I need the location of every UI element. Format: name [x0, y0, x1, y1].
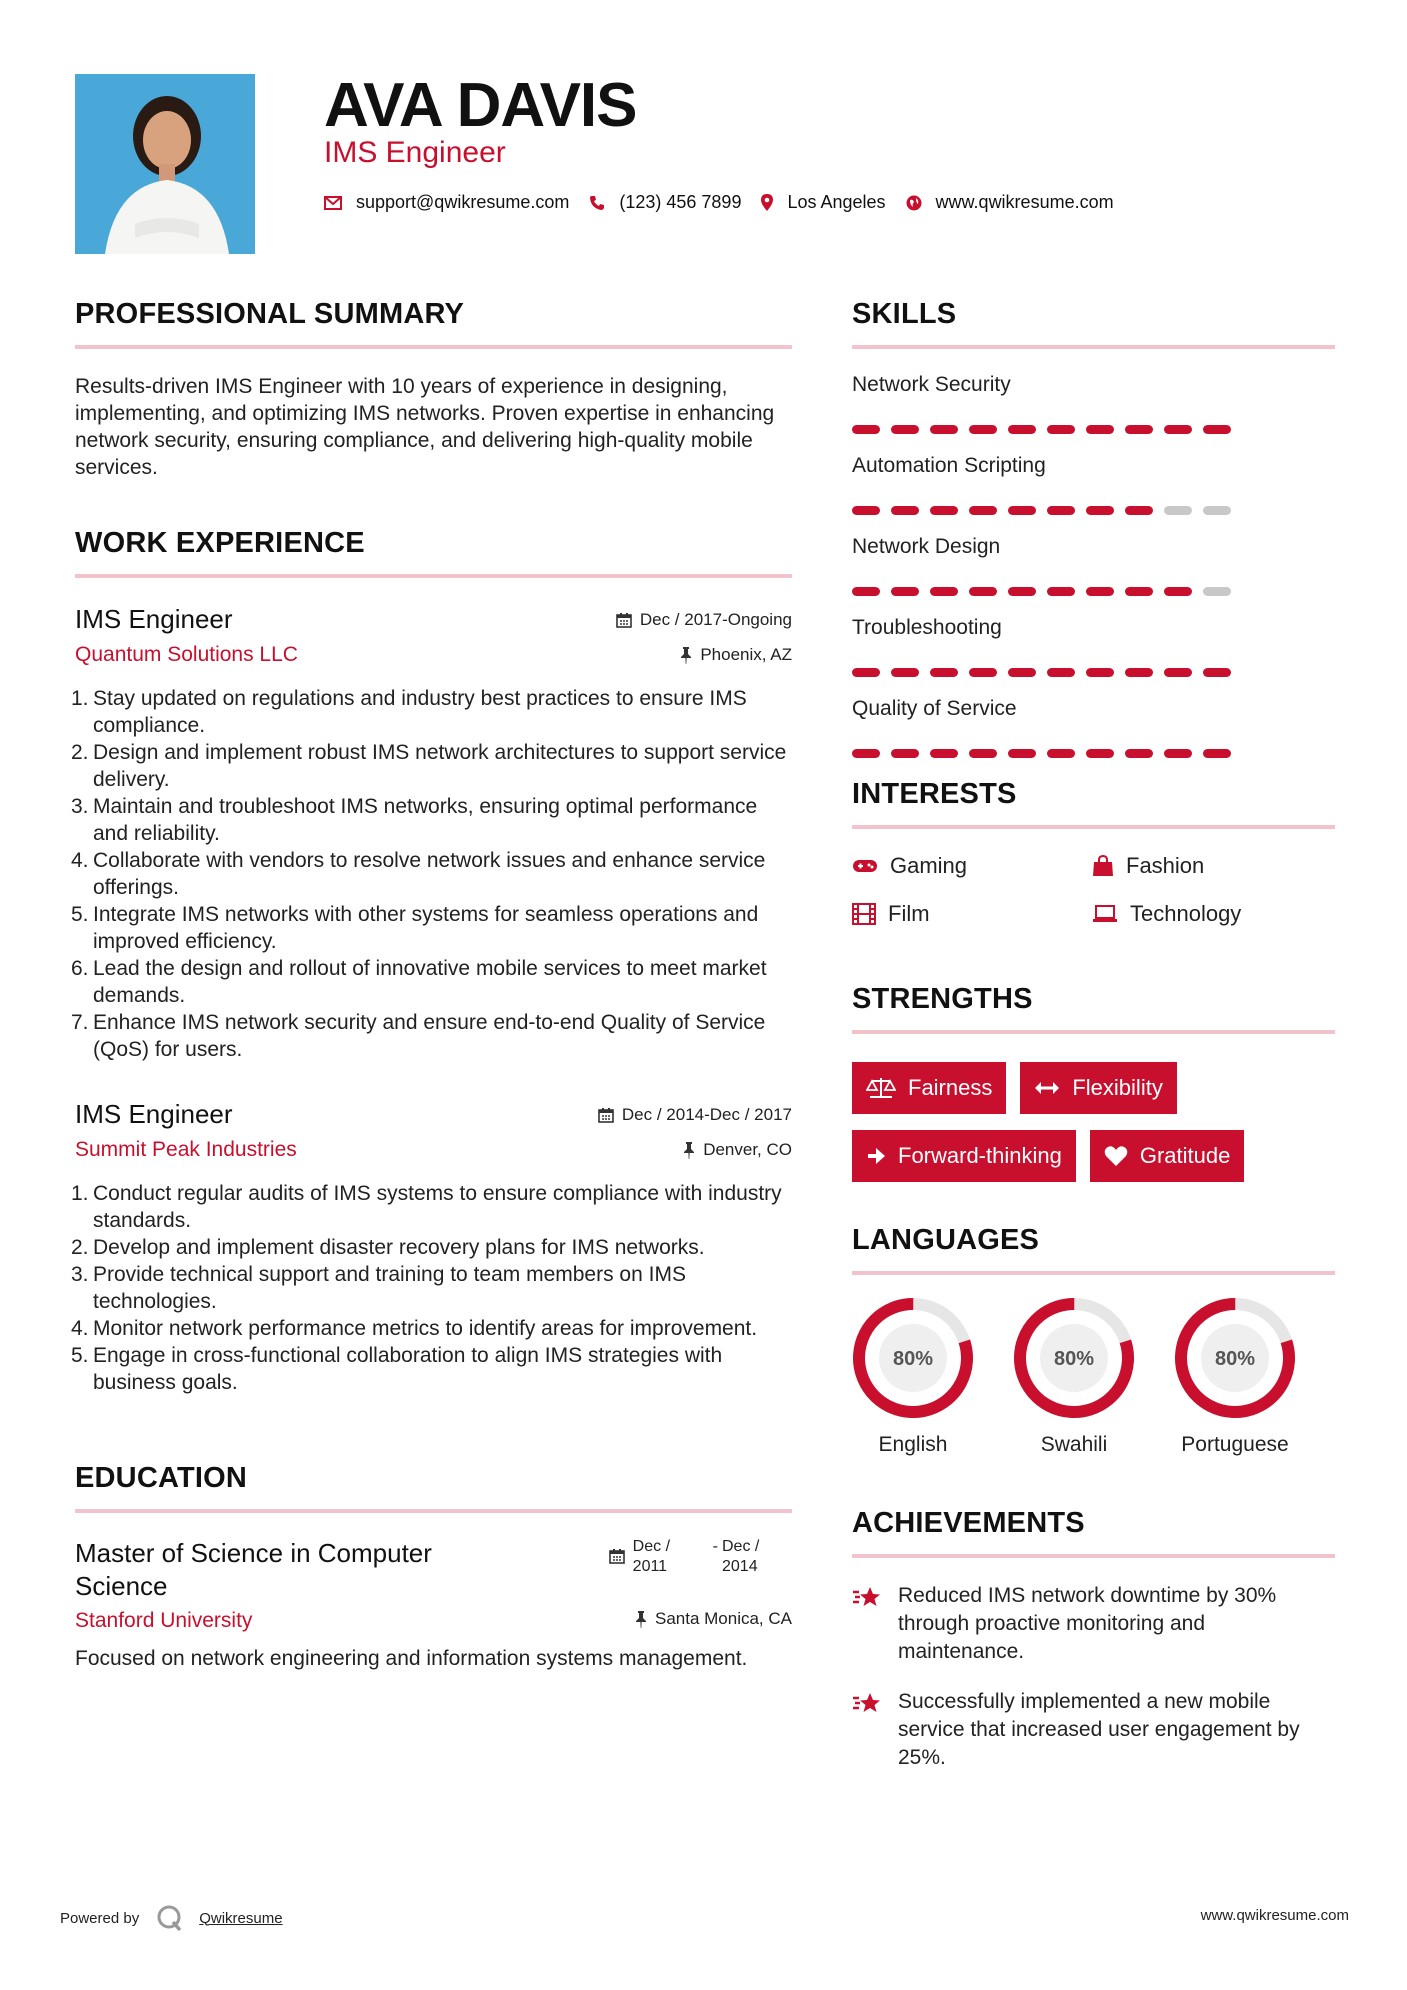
balance-scale-icon	[866, 1077, 896, 1099]
skill-rating-segment	[969, 425, 997, 434]
skill-rating-segment	[852, 587, 880, 596]
pushpin-icon	[680, 647, 692, 664]
list-item: 5. Engage in cross-functional collaboration to align IMS strategies with business goals.	[71, 1344, 723, 1394]
job-location: Denver, CO	[683, 1140, 792, 1160]
qwikresume-logo-icon	[155, 1903, 185, 1933]
contact-location: Los Angeles	[761, 192, 885, 213]
job-entry	[71, 604, 792, 1063]
job-duties-list	[71, 685, 792, 1063]
skill-rating-segment	[1125, 668, 1153, 677]
list-item: 1. Stay updated on regulations and industry best practices to ensure IMS compliance.	[71, 687, 747, 737]
skill-rating-segment	[969, 668, 997, 677]
language-percent-label: 80%	[1214, 1348, 1256, 1370]
job-location: Phoenix, AZ	[680, 645, 792, 665]
footer-website-link[interactable]: www.qwikresume.com	[1200, 1907, 1349, 1924]
contact-website[interactable]: www.qwikresume.com	[906, 192, 1114, 213]
skill-rating-segment	[1086, 425, 1114, 434]
strength-badge: Forward-thinking	[852, 1130, 1076, 1182]
strengths-heading: STRENGTHS	[852, 983, 1335, 1034]
map-marker-icon	[761, 194, 773, 211]
calendar-icon	[616, 612, 632, 628]
skill-item	[852, 535, 1335, 596]
skill-rating-segment	[1125, 425, 1153, 434]
skill-rating-segment	[891, 506, 919, 515]
languages-heading: LANGUAGES	[852, 1224, 1335, 1275]
powered-by-label: Powered by	[60, 1909, 140, 1927]
pushpin-icon	[683, 1142, 695, 1159]
skill-rating-segment	[1086, 587, 1114, 596]
qwikresume-link[interactable]: Qwikresume	[199, 1909, 283, 1927]
languages-list	[852, 1297, 1335, 1459]
languages-section	[852, 1224, 1335, 1459]
interest-item: Gaming	[852, 853, 1092, 879]
heart-icon	[1104, 1145, 1128, 1167]
skill-rating-segment	[969, 587, 997, 596]
language-item	[1174, 1297, 1296, 1459]
list-item: 3. Maintain and troubleshoot IMS networks, ensuring optimal performance and reliability.	[71, 795, 758, 845]
education-location: Santa Monica, CA	[635, 1609, 792, 1629]
education-end-date: Dec / 2014	[722, 1538, 760, 1575]
skill-rating-segment	[852, 668, 880, 677]
skill-rating-segment	[930, 668, 958, 677]
skill-rating-segment	[1008, 506, 1036, 515]
education-heading: EDUCATION	[75, 1462, 792, 1513]
achievement-item: Reduced IMS network downtime by 30% through proactive monitoring and maintenance.	[852, 1582, 1335, 1666]
language-name: English	[878, 1433, 948, 1456]
job-dates: Dec / 2017-Ongoing	[616, 610, 792, 630]
skill-rating-segment	[1125, 587, 1153, 596]
skill-rating-segment	[1203, 425, 1231, 434]
skill-rating-segment	[1047, 506, 1075, 515]
language-percent-label: 80%	[1053, 1348, 1095, 1370]
skill-rating-segment	[1047, 749, 1075, 758]
list-item: 4. Monitor network performance metrics to identify areas for improvement.	[71, 1317, 758, 1340]
skill-item	[852, 697, 1335, 758]
shopping-bag-icon	[1092, 855, 1114, 877]
strength-badge: Gratitude	[1090, 1130, 1245, 1182]
degree-title: Master of Science in Computer Science	[75, 1538, 432, 1601]
language-name: Swahili	[1040, 1433, 1108, 1456]
footer-powered-by	[60, 1903, 283, 1933]
summary-heading: PROFESSIONAL SUMMARY	[75, 298, 792, 349]
skill-rating-segment	[1203, 668, 1231, 677]
skill-rating-bar	[852, 749, 1335, 758]
film-icon	[852, 903, 876, 925]
skills-heading: SKILLS	[852, 298, 1335, 349]
left-column	[71, 298, 792, 1672]
language-proficiency-ring	[852, 1297, 974, 1419]
skill-rating-bar	[852, 506, 1335, 515]
education-section	[75, 1462, 792, 1672]
skill-rating-segment	[930, 506, 958, 515]
interest-item: Technology	[1092, 901, 1332, 927]
skill-rating-bar	[852, 425, 1335, 434]
gamepad-icon	[852, 858, 878, 874]
skill-rating-segment	[1203, 749, 1231, 758]
shooting-star-icon	[852, 1584, 884, 1610]
education-description: Focused on network engineering and information systems management.	[75, 1647, 748, 1670]
skills-list	[852, 373, 1335, 758]
skill-item	[852, 454, 1335, 515]
summary-text: Results-driven IMS Engineer with 10 years of experience in designing, implementing, and optimizing IMS networks. Proven expertise in enhancing network security, ensuring compliance, and delivering high-quality mobile services.	[75, 375, 775, 479]
envelope-icon	[324, 196, 342, 210]
strengths-section	[852, 983, 1335, 1198]
skill-rating-segment	[1086, 749, 1114, 758]
skill-rating-segment	[1008, 425, 1036, 434]
skill-rating-segment	[1125, 506, 1153, 515]
skill-rating-segment	[1164, 668, 1192, 677]
experience-section	[71, 527, 792, 1396]
skill-rating-segment	[1008, 668, 1036, 677]
job-company: Summit Peak Industries	[75, 1138, 297, 1161]
skill-rating-segment	[1086, 668, 1114, 677]
interest-item: Film	[852, 901, 1092, 927]
job-dates: Dec / 2014-Dec / 2017	[598, 1105, 792, 1125]
skills-section	[852, 298, 1335, 758]
experience-heading: WORK EXPERIENCE	[75, 527, 792, 578]
language-percent-label: 80%	[892, 1348, 934, 1370]
interests-grid	[852, 853, 1335, 927]
strengths-list	[852, 1062, 1335, 1198]
interests-section	[852, 778, 1335, 927]
job-company: Quantum Solutions LLC	[75, 643, 298, 666]
strength-badge: Fairness	[852, 1062, 1006, 1114]
skill-rating-segment	[852, 425, 880, 434]
skill-rating-segment	[969, 506, 997, 515]
laptop-icon	[1092, 905, 1118, 923]
candidate-title: IMS Engineer	[324, 136, 506, 169]
job-duties-list	[71, 1180, 792, 1396]
skill-rating-segment	[852, 749, 880, 758]
job-title: IMS Engineer	[75, 604, 233, 634]
skill-rating-segment	[1086, 506, 1114, 515]
skill-rating-segment	[1008, 749, 1036, 758]
candidate-name: AVA DAVIS	[324, 71, 637, 140]
arrows-horizontal-icon	[1034, 1081, 1060, 1095]
calendar-icon	[598, 1107, 614, 1123]
skill-name: Network Design	[852, 535, 1001, 558]
skill-rating-segment	[1203, 587, 1231, 596]
phone-icon	[589, 195, 605, 211]
shooting-star-icon	[852, 1690, 884, 1716]
skill-rating-segment	[1047, 425, 1075, 434]
language-proficiency-ring	[1174, 1297, 1296, 1419]
list-item: 5. Integrate IMS networks with other systems for seamless operations and improved efficiency.	[71, 903, 759, 953]
pushpin-icon	[635, 1611, 647, 1628]
school-name: Stanford University	[75, 1609, 253, 1632]
interests-heading: INTERESTS	[852, 778, 1335, 829]
education-dates: Dec / 2011 - Dec / 2014	[609, 1537, 792, 1577]
skill-name: Automation Scripting	[852, 454, 1046, 477]
language-item	[852, 1297, 974, 1459]
language-item	[1013, 1297, 1135, 1459]
job-title: IMS Engineer	[75, 1099, 233, 1129]
skill-rating-segment	[1125, 749, 1153, 758]
list-item: 6. Lead the design and rollout of innovative mobile services to meet market demands.	[71, 957, 767, 1007]
interest-item: Fashion	[1092, 853, 1332, 879]
list-item: 2. Develop and implement disaster recovery plans for IMS networks.	[71, 1236, 705, 1259]
skill-rating-bar	[852, 668, 1335, 677]
list-item: 7. Enhance IMS network security and ensure end-to-end Quality of Service (QoS) for users.	[71, 1011, 766, 1061]
education-entry	[75, 1537, 792, 1672]
contact-email[interactable]: support@qwikresume.com	[324, 192, 569, 213]
achievement-item: Successfully implemented a new mobile service that increased user engagement by 25%.	[852, 1688, 1335, 1772]
skill-rating-segment	[891, 749, 919, 758]
skill-rating-segment	[1203, 506, 1231, 515]
list-item: 2. Design and implement robust IMS network architectures to support service delivery.	[71, 741, 787, 791]
language-proficiency-ring	[1013, 1297, 1135, 1419]
skill-item	[852, 616, 1335, 677]
skill-rating-segment	[1047, 587, 1075, 596]
skill-rating-segment	[1164, 749, 1192, 758]
list-item: 3. Provide technical support and training to team members on IMS technologies.	[71, 1263, 686, 1313]
skill-rating-segment	[1008, 587, 1036, 596]
strength-badge: Flexibility	[1020, 1062, 1176, 1114]
skill-rating-segment	[891, 425, 919, 434]
skill-rating-segment	[969, 749, 997, 758]
skill-name: Network Security	[852, 373, 1011, 396]
language-name: Portuguese	[1181, 1433, 1289, 1456]
skill-rating-segment	[930, 749, 958, 758]
skill-rating-bar	[852, 587, 1335, 596]
contact-phone[interactable]: (123) 456 7899	[589, 192, 741, 213]
list-item: 4. Collaborate with vendors to resolve network issues and enhance service offerings.	[71, 849, 766, 899]
skill-name: Quality of Service	[852, 697, 1017, 720]
arrow-right-icon	[866, 1146, 886, 1166]
education-start-date: Dec / 2011	[632, 1538, 671, 1575]
skill-name: Troubleshooting	[852, 616, 1002, 639]
skill-rating-segment	[1164, 425, 1192, 434]
profile-photo	[75, 74, 255, 254]
skill-rating-segment	[1164, 506, 1192, 515]
achievements-section	[852, 1507, 1335, 1772]
skill-item	[852, 373, 1335, 434]
calendar-icon	[609, 1548, 625, 1564]
job-entry	[71, 1099, 792, 1396]
skill-rating-segment	[891, 587, 919, 596]
summary-section	[75, 298, 792, 481]
right-column	[852, 298, 1335, 1772]
contact-bar	[324, 192, 1134, 213]
skill-rating-segment	[930, 587, 958, 596]
skill-rating-segment	[1164, 587, 1192, 596]
skill-rating-segment	[1047, 668, 1075, 677]
globe-icon	[906, 195, 922, 211]
skill-rating-segment	[891, 668, 919, 677]
skill-rating-segment	[930, 425, 958, 434]
skill-rating-segment	[852, 506, 880, 515]
list-item: 1. Conduct regular audits of IMS systems to ensure compliance with industry standards.	[71, 1182, 782, 1232]
achievements-heading: ACHIEVEMENTS	[852, 1507, 1335, 1558]
